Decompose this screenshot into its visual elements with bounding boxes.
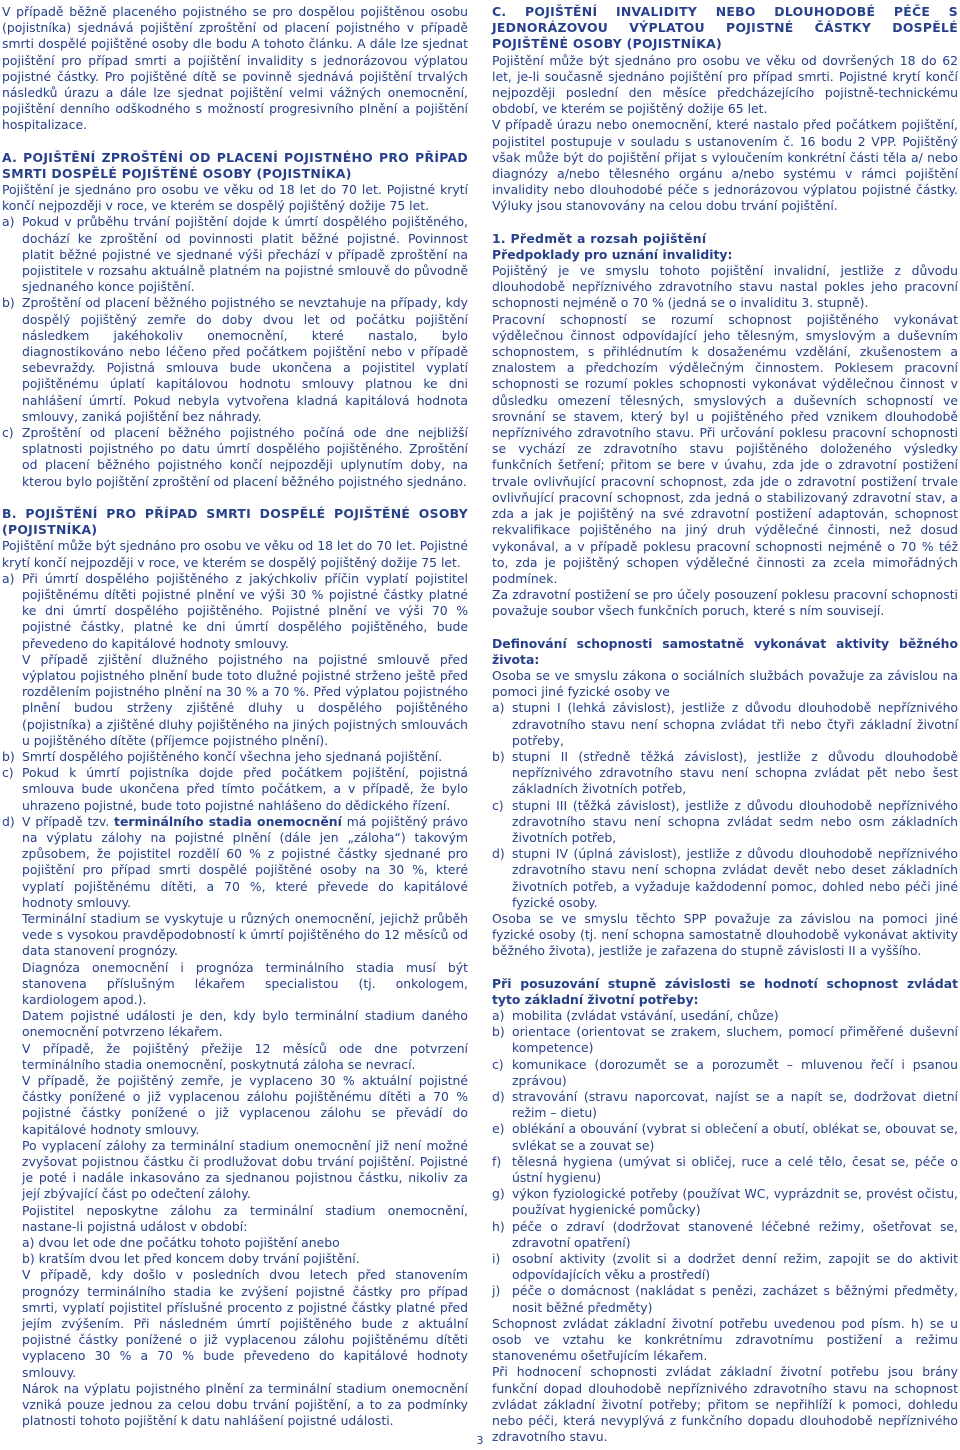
list-item-label: j) [492,1283,501,1299]
section-c [492,4,958,215]
list-item-text: tělesná hygiena (umývat si obličej, ruce a celé tělo, česat se, péče o ústní hygienu) [512,1153,958,1186]
section-b-heading: B. POJIŠTĚNÍ PRO PŘÍPAD SMRTI DOSPĚLÉ POJIŠTĚNÉ OSOBY (POJISTNÍKA) [2,505,468,538]
section-a-heading: A. POJIŠTĚNÍ ZPROŠTĚNÍ OD PLACENÍ POJISTNÉHO PRO PŘÍPAD SMRTI DOSPĚLÉ POJIŠTĚNÉ OSOBY (POJISTNÍKA) [2,149,468,181]
detail-paragraph: Datem pojistné události je den, kdy bylo terminální stadium daného onemocnění potvrzeno lékařem. [22,1008,468,1040]
list-item-body [22,571,468,749]
list-item-label: f) [492,1153,502,1169]
list-item-text: stravování (stravu naporcovat, najíst se a napít se, dodržovat dietní režim – dietu) [512,1089,958,1121]
list-item-text: stupni III (těžká závislost), jestliže z důvodu dlouhodobě nepříznivého zdravotního stavu není schopna zvládat sedm nebo osm základních životních potřeb, [512,797,958,845]
list-item-label: e) [492,1121,505,1137]
list-item [492,1251,958,1283]
list-item-text: Pokud v průběhu trvání pojištění dojde k úmrtí dospělého pojištěného, dochází ke zproštění od povinnosti platit běžné pojistné. Povinnost platit běžné pojistné ve sjednané výši přechází v případě zproštění na pojistitele v rozsahu aktuálně platném na pojistné smlouvě do původně sjednaného konce pojištění. [22,214,468,295]
section-1-paragraph: Pojištěný je ve smyslu tohoto pojištění invalidní, jestliže z důvodu dlouhodobě nepříznivého zdravotního stavu nastal pokles jeho pracovní schopnosti nejméně o 70 % (jedná se o invaliditu 3. stupně). [492,263,958,311]
list-item-text: Zproštění od placení běžného pojistného počíná ode dne nejbližší splatnosti pojistného po datu úmrtí dospělého pojištěného. Zproštění od placení běžného pojistného končí nejpozději uplynutím doby, na kterou bylo pojištění zproštění od placení běžného pojistného sjednáno. [22,425,468,489]
list-item-text: péče o zdraví (dodržovat stanovené léčebné režimy, ošetřovat se, zdravotní opatření) [512,1218,958,1250]
list-item-text: V případě tzv. [22,813,110,829]
list-item-text: Smrtí dospělého pojištěného končí všechna jeho sjednaná pojištění. [22,748,443,764]
terminal-stage-details [2,911,468,1430]
list-item [492,1008,958,1024]
list-item-text: oblékání a obouvání (vybrat si oblečení a obutí, oblékat se, obouvat se, svlékat se a zouvat se) [512,1121,958,1153]
needs-outro: Při hodnocení schopnosti zvládat základní životní potřebu jsou brány funkční dopad dlouhodobě nepříznivého zdravotního stavu na schopnost zvládat základní životní potřeby; přitom se nepřihlíží k pomoci, dohledu nebo péči, která nevyplývá z funkčního dopadu dlouhodobě nepříznivého zdravotního stavu. [492,1364,958,1445]
detail-paragraph: V případě, že pojištěný přežije 12 měsíců ode dne potvrzení terminálního stadia onemocnění, poskytnutá záloha se nevrací. [22,1040,468,1072]
list-item [492,749,958,798]
list-item-label: a) [2,570,15,586]
section-c-paragraph: V případě úrazu nebo onemocnění, které nastalo před počátkem pojištění, pojistitel postupuje v souladu s ustanovením č. 16 bodu 2 VPP. Pojištěný však může být do pojištění přijat s vyloučením konkrétní části těla a/ nebo diagnózy a/nebo tělesného orgánu a/nebo systému v rámci pojištění invalidity nebo dlouhodobé péče s jednorázovou výplatou pojistné částky. Výluky jsou stanovovány na celou dobu trvání pojištění. [492,117,958,214]
list-item-label: d) [492,1089,505,1104]
detail-paragraph: Nárok na výplatu pojistného plnění za terminální stadium onemocnění vzniká pouze jednou za celou dobu trvání pojištění, a to za podmínky platnosti tohoto pojištění k datu nahlášení pojistné události. [22,1380,468,1429]
section-1-heading: 1. Předmět a rozsah pojištění [492,230,707,246]
needs-heading: Při posuzování stupně závislosti se hodnotí schopnost zvládat tyto základní životní potřeby: [492,975,958,1007]
list-item-label: d) [492,846,505,862]
section-b-intro: Pojištění může být sjednáno pro osobu ve věku od 18 let do 70 let. Pojistné krytí končí nejpozději v roce, ve kterém se dospělý pojištěný dožije 75 let. [2,538,468,570]
list-item-label: i) [492,1251,501,1267]
section-1-paragraph: Pracovní schopností se rozumí schopnost pojištěného vykonávat výdělečnou činnost odpovídající jeho tělesným, smyslovým a duševním schopnostem, s přihlédnutím k dosaženému vzdělání, zkušenostem a znalostem a předchozím výdělečným činnostem. Poklesem pracovní schopnosti se rozumí pokles schopnosti vykonávat výdělečnou činnost v důsledku omezení tělesných, smyslových a duševních schopností ve srovnání se stavem, který byl u pojištěného před vznikem dlouhodobě nepříznivého zdravotního stavu. Při určování poklesu pracovní schopnosti se vychází ze zdravotního stavu pojištěného doloženého výsledky funkčních šetření; přitom se bere v úvahu, zda jde o zdravotní postižení trvale ovlivňující pracovní schopnost, zda jde o zdravotní postižení trvale ovlivňující pracovní schopnost, zda jedná o stabilizovaný zdravotní stav, a zda a jak je pojištěný na své zdravotní postižení adaptován, schopnost rekvalifikace pojištěného na jiný druh výdělečné činnosti, než dosud vykonával, a v případě poklesu pracovní schopnosti nejméně o 70 % též to, zda je pojištěný schopen výdělečné činnosti za zcela mimořádných podmínek. [492,311,958,586]
list-item-text: Při úmrtí dospělého pojištěného z jakýchkoliv příčin vyplatí pojistitel pojištěnému dítěti pojistné plnění ve výši 30 % pojistné částky platné ke dni úmrtí dospělého pojištěného. Pojistné plnění ve výši 70 % pojistné částky, platné ke dni úmrtí dospělého pojištěného, bude převedeno do kapitálové hodnoty smlouvy. [22,570,468,651]
list-item-text: stupni II (středně těžká závislost), jestliže z důvodu dlouhodobě nepříznivého zdravotního stavu není schopna zvládat pět nebo šest základních životních potřeb, [512,748,958,797]
list-item [2,814,468,911]
detail-paragraph: V případě, že pojištěný zemře, je vyplaceno 30 % aktuální pojistné částky ponížené o již vyplacenou zálohu pojištěnému dítěti a 70 % pojistné částky ponížené o již vyplacenou zálohu se převádí do kapitálové hodnoty smlouvy. [22,1073,468,1137]
list-item-text: V případě zjištění dlužného pojistného na pojistné smlouvě před výplatou pojistného plnění bude toto dlužné pojistné strženo ještě před rozdělením pojistného plnění na 30 % a 70 %. Před výplatou pojistného plnění budou strženy zjištěné dluhy u dospělého pojištěného (pojistníka) a zjištěné dluhy pojištěného na jiných pojistných smlouvách u pojištěného dítěte (příjemce pojistného plnění). [22,651,468,748]
list-item [492,1057,958,1089]
list-item-label: h) [492,1218,505,1234]
list-item-text: má pojištěný právo na výplatu zálohy na pojistné plnění (dále jen „záloha“) takovým způsobem, že pojistitel rozdělí 60 % z pojistné částky sjednané pro pojištění pro případ smrti dospělé pojištěné osoby na 30 %, které vyplatí pojištěnému dítěti, a 70 %, které převede do kapitálové hodnoty smlouvy. [22,813,468,910]
list-item [492,846,958,911]
list-item-text: komunikace (dorozumět se a porozumět – mluvenou řečí i psanou zprávou) [512,1056,958,1088]
list-item-body [22,814,468,911]
section-c-paragraph: Pojištění může být sjednáno pro osobu ve věku od dovršených 18 do 62 let, je-li současně sjednáno pojištění pro případ smrti. Pojistné krytí končí nejpozději poslední den měsíce předcházejícího pojistně-technickému období, ve kterém se pojištěný dožije 65 let. [492,52,958,117]
list-item-label: d) [2,813,15,829]
detail-paragraph: Po vyplacení zálohy za terminální stadium onemocnění již není možné zvyšovat pojistnou částku či prodlužovat dobu trvání pojištění. Pojistné je poté i nadále inkasováno za sjednanou pojistnou částku, nikoliv za její zbývající část po odečtení zálohy. [22,1137,468,1202]
list-item [2,214,468,295]
detail-paragraph: Pojistitel neposkytne zálohu za terminální stadium onemocnění, nastane-li pojistná událost v období: [22,1202,468,1234]
list-item-label: a) [492,1007,505,1023]
intro-paragraph: V případě běžně placeného pojistného se pro dospělou pojištěnou osobu (pojistníka) sjednává pojištění zproštění od placení pojistného v případě smrti dospělé pojištěné osoby dle bodu A tohoto článku. A dále lze sjednat pojištění pro případ smrti a pojištění invalidity s jednorázovou výplatou pojistné částky. Pro pojištěné dítě se povinně sjednává pojištění trvalých následků úrazu a dále lze sjednat pojištění velmi vážných onemocnění, pojištění denního odškodného s možností progresivního plnění a pojištění hospitalizace. [2,4,468,133]
section-a [2,150,468,490]
section-b [2,506,468,1430]
list-item-label: c) [2,765,14,781]
detail-paragraph: Diagnóza onemocnění i prognóza terminálního stadia musí být stanovena příslušným lékařem specialistou (tj. onkologem, kardiologem apod.). [22,959,468,1007]
detail-paragraph: Terminální stadium se vyskytuje u různých onemocnění, jejichž průběh vede s vysokou pravděpodobností k úmrtí pojištěného do 12 měsíců od data stanovení prognózy. [22,910,468,959]
list-item [492,1219,958,1251]
list-item-text: péče o domácnost (nakládat s penězi, zacházet s běžnými předměty, nosit běžné předměty) [512,1283,958,1315]
list-item [492,1283,958,1315]
list-item [2,425,468,490]
list-item-label: b) [2,748,15,764]
list-item-label: g) [492,1186,505,1202]
list-item [492,700,958,749]
list-item-label: c) [492,797,504,813]
list-item-label: c) [492,1056,504,1072]
definition-intro: Osoba se ve smyslu zákona o sociálních službách považuje za závislou na pomoci jiné fyzické osoby ve [492,667,958,700]
section-1-paragraph: Za zdravotní postižení se pro účely posouzení poklesu pracovní schopnosti považuje soubor všech funkčních poruch, které s ním souvisejí. [492,587,958,619]
list-item [492,798,958,847]
list-item-text: Zproštění od placení běžného pojistného se nevztahuje na případy, kdy dospělý pojištěný zemře do doby dvou let od počátku pojištění následkem jakéhokoliv onemocnění, které nastalo, bylo diagnostikováno nebo léčeno před počátkem pojištění nebo v případě sebevraždy. Pojistná smlouva bude ukončena a pojistitel vyplatí pojištěnému úplatí kapitálovou hodnotu smlouvy platnou ke dni nahlášení úmrtí. Pokud nebyla vytvořena kladná kapitálová hodnota smlouvy, zaniká pojištění bez náhrady. [22,295,468,424]
right-column [492,4,958,1445]
list-item-text: orientace (orientovat se zrakem, sluchem, pomocí přiměřené duševní kompetence) [512,1024,958,1056]
detail-paragraph: V případě, kdy došlo v posledních dvou letech před stanovením prognózy terminálního stadia ke zvýšení pojistné částky pro případ smrti, vyplatí pojistitel příslušné procento z pojistné částky platné před jejím zvýšením. Při následném úmrtí pojištěného bude z aktuální pojistné částky ponížené o již vyplacenou zálohu pojištěnému dítěti vyplaceno 30 % a 70 % bude převedeno do kapitálové hodnoty smlouvy. [22,1267,468,1380]
detail-sub-item: b) kratším dvou let před koncem doby trvání pojištění. [22,1251,360,1267]
list-item [492,1024,958,1056]
section-c-heading: C. POJIŠTĚNÍ INVALIDITY NEBO DLOUHODOBÉ PÉČE S JEDNORÁZOVOU VÝPLATOU POJISTNÉ ČÁSTKY DOSPĚLÉ POJIŠTĚNÉ OSOBY (POJISTNÍKA) [492,4,958,52]
list-item [492,1121,958,1153]
detail-sub-item: a) dvou let ode dne počátku tohoto pojištění anebo [22,1235,340,1251]
list-item-text: osobní aktivity (zvolit si a dodržet denní režim, zapojit se do aktivit odpovídajících věku a prostředí) [512,1251,958,1283]
list-item-text: mobilita (zvládat vstávání, usedání, chůze) [512,1007,779,1023]
needs-outro: Schopnost zvládat základní životní potřebu uvedenou pod písm. h) se u osob ve vztahu ke konkrétnímu zdravotnímu postižení a režimu stanovenému ošetřujícím lékařem. [492,1315,958,1364]
list-item-text: výkon fyziologické potřeby (používat WC, vyprázdnit se, provést očistu, používat hygienické pomůcky) [512,1186,958,1218]
section-needs [492,976,958,1446]
terminal-stage-term: terminálního stadia onemocnění [114,813,342,829]
section-definition [492,636,958,960]
section-1 [492,231,958,620]
list-item-text: stupni I (lehká závislost), jestliže z důvodu dlouhodobě nepříznivého zdravotního stavu není schopna zvládat tři nebo čtyři základní životní potřeby, [512,700,958,748]
list-item [492,1089,958,1121]
definition-outro: Osoba se ve smyslu těchto SPP považuje za závislou na pomoci jiné fyzické osoby (tj. není schopna samostatně dlouhodobě vykonávat aktivity běžného života), jestliže je zařazena do stupně závislosti II a vyššího. [492,910,958,959]
list-item [492,1154,958,1186]
section-a-intro: Pojištění je sjednáno pro osobu ve věku od 18 let do 70 let. Pojistné krytí končí nejpozději v roce, ve kterém se dospělý pojištěný dožije 75 let. [2,182,468,214]
list-item-text: Pokud k úmrtí pojistníka dojde před počátkem pojištění, pojistná smlouva bude ukončena před tímto počátkem, a v případě, že bylo uhrazeno pojistné, bude toto pojistné nahlášeno do dědického řízení. [22,765,468,813]
list-item [2,765,468,814]
page-number: 3 [476,1434,484,1447]
list-item-label: c) [2,425,14,441]
list-item-label: b) [492,748,505,764]
list-item [2,749,468,765]
definition-heading: Definování schopnosti samostatně vykonávat aktivity běžného života: [492,635,958,667]
left-column [2,4,468,1429]
section-1-subheading: Předpoklady pro uznání invalidity: [492,246,733,262]
list-item [2,295,468,425]
list-item-label: b) [492,1024,505,1040]
list-item-text: stupni IV (úplná závislost), jestliže z důvodu dlouhodobě nepříznivého zdravotního stavu není schopna zvládat devět nebo deset základních životních potřeb, a vyžaduje každodenní pomoc, dohled nebo péči jiné fyzické osoby. [512,846,958,910]
list-item-label: b) [2,295,15,311]
list-item-label: a) [2,214,15,230]
list-item [492,1186,958,1218]
list-item [2,571,468,749]
list-item-label: a) [492,700,505,716]
